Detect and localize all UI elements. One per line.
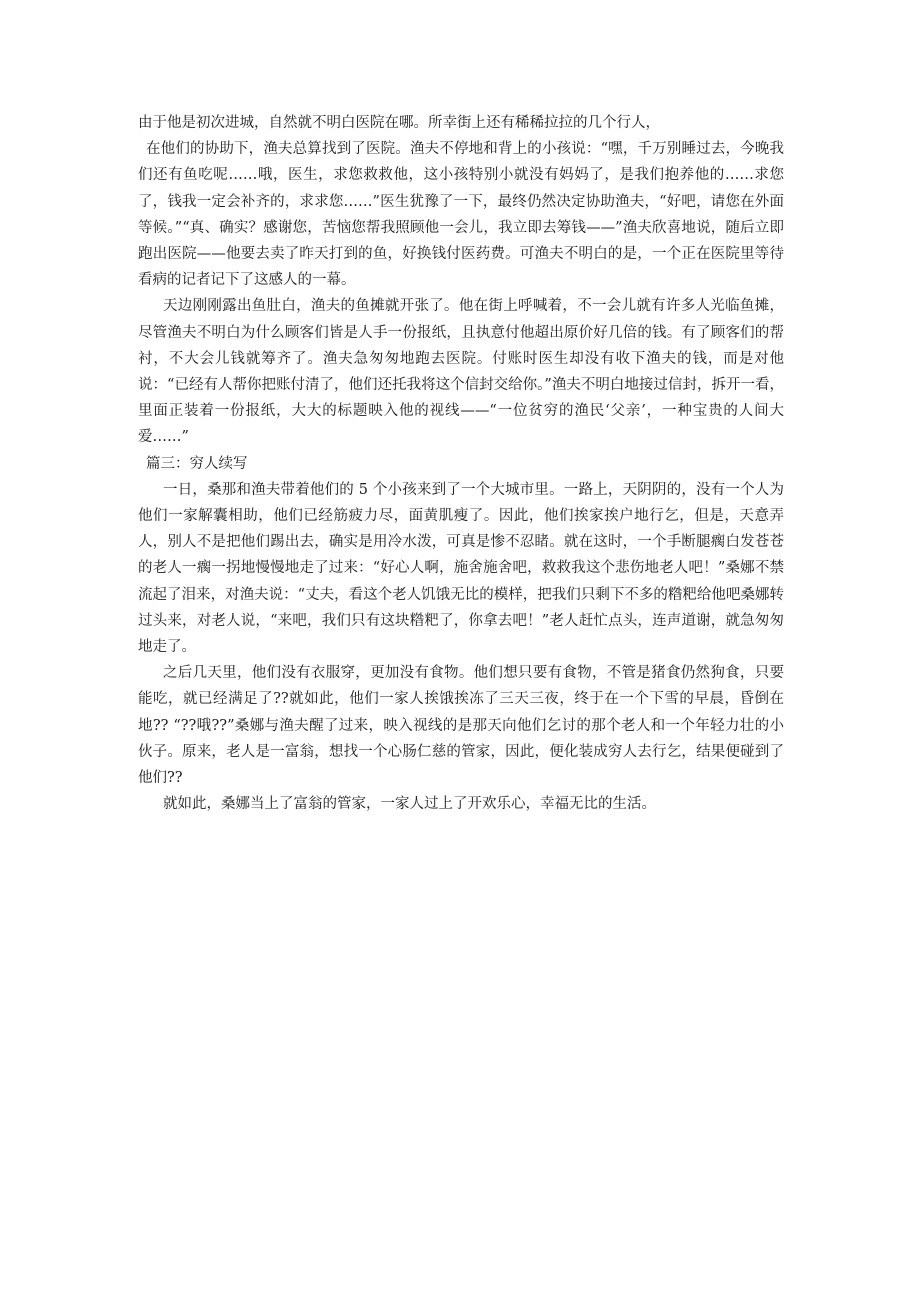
document-body	[138, 110, 784, 817]
section-paragraph-1: 一日，桑那和渔夫带着他们的 5 个小孩来到了一个大城市里。一路上，天阴阴的，没有一个人为他们一家解囊相助，他们已经筋疲力尽，面黄肌瘦了。因此，他们挨家挨户地行乞，但是，天意弄人，别人不是把他们踢出去，确实是用冷水泼，可真是惨不忍睹。就在这时，一个手断腿瘸白发苍苍的老人一瘸一拐地慢慢地走了过来：“好心人啊，施舍施舍吧，救救我这个悲伤地老人吧！”桑娜不禁流起了泪来，对渔夫说：“丈夫，看这个老人饥饿无比的模样，把我们只剩下不多的糌粑给他吧桑娜转过头来，对老人说，“来吧，我们只有这块糌粑了，你拿去吧！”老人赶忙点头，连声道谢，就急匆匆地走了。	[138, 481, 784, 656]
section-paragraph-3: 就如此，桑娜当上了富翁的管家，一家人过上了开欢乐心，幸福无比的生活。	[163, 796, 656, 813]
section-heading: 篇三：穷人续写	[146, 455, 248, 472]
paragraph-2: 在他们的协助下，渔夫总算找到了医院。渔夫不停地和背上的小孩说：“嘿，千万别睡过去，今晚我们还有鱼吃呢……哦，医生，求您救救他，这小孩特别小就没有妈妈了，是我们抱养他的……求您了，钱我一定会补齐的，求求您……”医生犹豫了一下，最终仍然决定协助渔夫，“好吧，请您在外面等候。”“真、确实？感谢您，苦恼您帮我照顾他一会儿，我立即去筹钱——”渔夫欣喜地说，随后立即跑出医院——他要去卖了昨天打到的鱼，好换钱付医药费。可渔夫不明白的是，一个正在医院里等待看病的记者记下了这感人的一幕。	[138, 141, 784, 289]
paragraph-1: 由于他是初次进城，自然就不明白医院在哪。所幸街上还有稀稀拉拉的几个行人，	[138, 115, 660, 131]
paragraph-3: 天边刚刚露出鱼肚白，渔夫的鱼摊就开张了。他在街上呼喊着，不一会儿就有许多人光临鱼摊，尽管渔夫不明白为什么顾客们皆是人手一份报纸，且执意付他超出原价好几倍的钱。有了顾客们的帮衬，不大会儿钱就筹齐了。渔夫急匆匆地跑去医院。付账时医生却没有收下渔夫的钱，而是对他说：“已经有人帮你把账付清了，他们还托我将这个信封交给你。”渔夫不明白地接过信封，拆开一看，里面正装着一份报纸，大大的标题映入他的视线——“一位贫穷的渔民‘父亲’，一种宝贵的人间大爱……”	[138, 298, 784, 446]
section-paragraph-2: 之后几天里，他们没有衣服穿，更加没有食物。他们想只要有食物，不管是猪食仍然狗食，只要能吃，就已经满足了??就如此，他们一家人挨饿挨冻了三天三夜，终于在一个下雪的早晨，昏倒在地?? “??哦??”桑娜与渔夫醒了过来，映入视线的是那天向他们乞讨的那个老人和一个年轻力壮的小伙子。原来，老人是一富翁，想找一个心肠仁慈的管家，因此，便化装成穷人去行乞，结果便碰到了他们??	[138, 665, 784, 787]
